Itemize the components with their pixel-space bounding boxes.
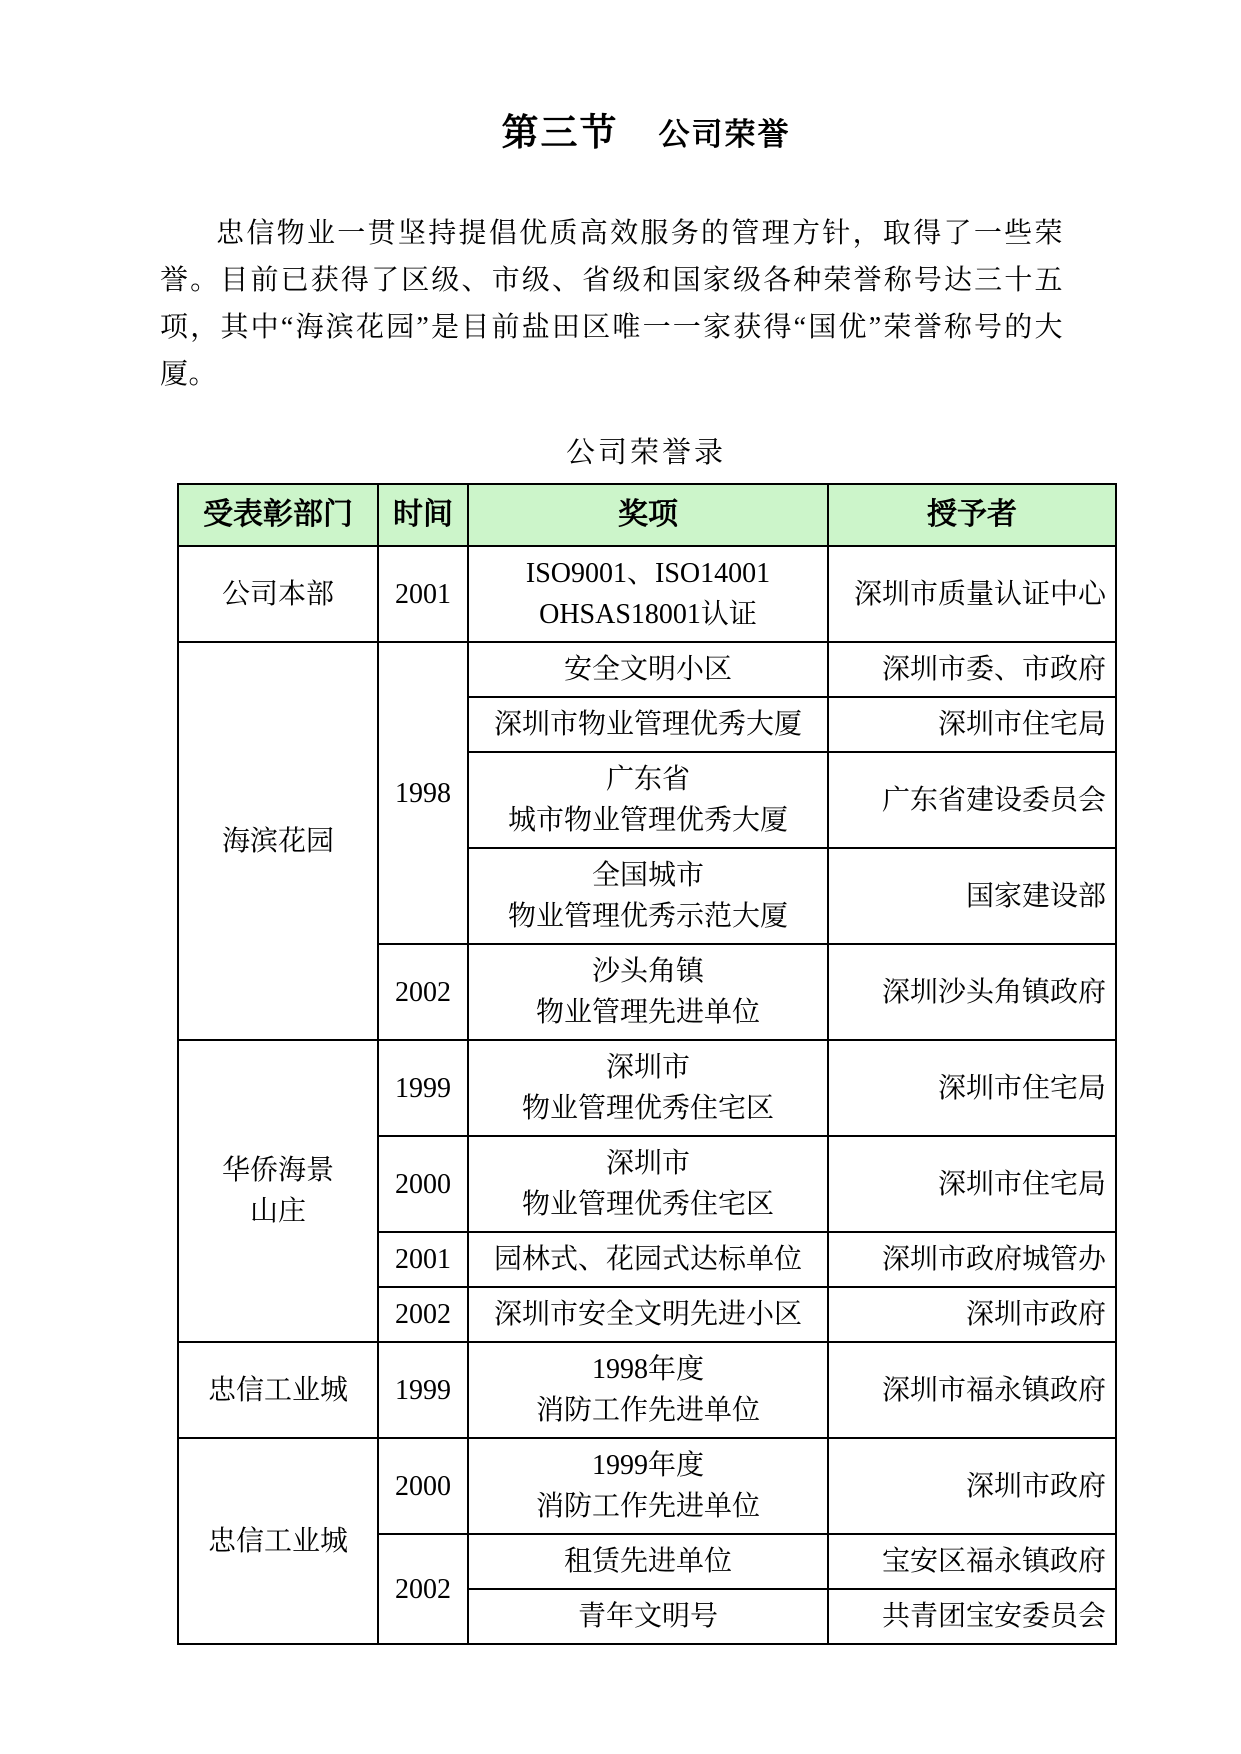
col-header-department: 受表彰部门 bbox=[178, 484, 378, 546]
grantor-cell: 深圳市政府城管办 bbox=[828, 1232, 1116, 1287]
award-line: 安全文明小区 bbox=[563, 654, 732, 685]
table-header-row bbox=[178, 484, 1116, 546]
time-cell: 2000 bbox=[378, 1438, 468, 1534]
table-row bbox=[178, 642, 1116, 697]
award-line: 园林式、花园式达标单位 bbox=[493, 1244, 802, 1275]
time-cell: 1998 bbox=[378, 642, 468, 944]
department-cell: 公司本部 bbox=[178, 546, 378, 642]
award-line: 1998年度 bbox=[591, 1354, 704, 1385]
grantor-cell: 深圳市质量认证中心 bbox=[828, 546, 1116, 642]
table-row bbox=[178, 1438, 1116, 1534]
award-line: 城市物业管理优秀大厦 bbox=[507, 805, 788, 836]
award-line: 深圳市安全文明先进小区 bbox=[493, 1299, 802, 1330]
award-cell bbox=[468, 1040, 828, 1136]
department-cell: 海滨花园 bbox=[178, 642, 378, 1040]
time-cell: 2001 bbox=[378, 1232, 468, 1287]
award-cell bbox=[468, 848, 828, 944]
time-cell: 1999 bbox=[378, 1040, 468, 1136]
time-cell: 2002 bbox=[378, 1287, 468, 1342]
award-line: 物业管理优秀住宅区 bbox=[521, 1093, 774, 1124]
department-line: 山庄 bbox=[249, 1196, 306, 1227]
time-cell: 2002 bbox=[378, 1534, 468, 1644]
award-line: 消防工作先进单位 bbox=[535, 1395, 760, 1426]
grantor-cell: 深圳市住宅局 bbox=[828, 697, 1116, 752]
award-cell bbox=[468, 1232, 828, 1287]
section-number: 第三节 bbox=[501, 112, 619, 153]
award-line: 全国城市 bbox=[591, 860, 704, 891]
time-cell: 2000 bbox=[378, 1136, 468, 1232]
grantor-cell: 宝安区福永镇政府 bbox=[828, 1534, 1116, 1589]
grantor-cell: 深圳市委、市政府 bbox=[828, 642, 1116, 697]
award-line: ISO9001、ISO14001 bbox=[525, 558, 771, 589]
grantor-cell: 深圳市住宅局 bbox=[828, 1136, 1116, 1232]
award-line: 物业管理优秀示范大厦 bbox=[507, 901, 788, 932]
award-cell bbox=[468, 697, 828, 752]
honors-table bbox=[177, 483, 1117, 1645]
time-cell: 2002 bbox=[378, 944, 468, 1040]
award-line: 物业管理优秀住宅区 bbox=[521, 1189, 774, 1220]
award-cell bbox=[468, 642, 828, 697]
grantor-cell: 深圳市福永镇政府 bbox=[828, 1342, 1116, 1438]
intro-paragraph: 忠信物业一贯坚持提倡优质高效服务的管理方针，取得了一些荣誉。目前已获得了区级、市级、省级和国家级各种荣誉称号达三十五项，其中“海滨花园”是目前盐田区唯一一家获得“国优”荣誉称号的大厦。 bbox=[160, 218, 1063, 390]
award-line: 青年文明号 bbox=[577, 1601, 718, 1632]
col-header-time: 时间 bbox=[378, 484, 468, 546]
award-cell bbox=[468, 546, 828, 642]
award-line: 消防工作先进单位 bbox=[535, 1491, 760, 1522]
award-line: 深圳市 bbox=[605, 1052, 690, 1083]
award-line: 深圳市物业管理优秀大厦 bbox=[493, 709, 802, 740]
award-line: 广东省 bbox=[605, 764, 690, 795]
department-line: 华侨海景 bbox=[221, 1155, 334, 1186]
grantor-cell: 深圳市政府 bbox=[828, 1438, 1116, 1534]
award-cell bbox=[468, 1534, 828, 1589]
award-line: 租赁先进单位 bbox=[563, 1546, 732, 1577]
award-cell bbox=[468, 1287, 828, 1342]
award-cell bbox=[468, 1342, 828, 1438]
grantor-cell: 国家建设部 bbox=[828, 848, 1116, 944]
grantor-cell: 深圳市政府 bbox=[828, 1287, 1116, 1342]
award-cell bbox=[468, 1438, 828, 1534]
section-title: 公司荣誉 bbox=[658, 117, 791, 152]
table-row bbox=[178, 1342, 1116, 1438]
time-cell: 1999 bbox=[378, 1342, 468, 1438]
grantor-cell: 广东省建设委员会 bbox=[828, 752, 1116, 848]
award-cell bbox=[468, 944, 828, 1040]
award-cell bbox=[468, 1589, 828, 1644]
col-header-grantor: 授予者 bbox=[828, 484, 1116, 546]
grantor-cell: 共青团宝安委员会 bbox=[828, 1589, 1116, 1644]
award-line: 物业管理先进单位 bbox=[535, 997, 760, 1028]
table-row bbox=[178, 546, 1116, 642]
grantor-cell: 深圳沙头角镇政府 bbox=[828, 944, 1116, 1040]
award-line: 1999年度 bbox=[591, 1450, 704, 1481]
time-cell: 2001 bbox=[378, 546, 468, 642]
department-cell: 忠信工业城 bbox=[178, 1342, 378, 1438]
col-header-award: 奖项 bbox=[468, 484, 828, 546]
award-line: OHSAS18001认证 bbox=[539, 599, 757, 630]
award-line: 沙头角镇 bbox=[591, 956, 704, 987]
award-cell bbox=[468, 752, 828, 848]
section-heading bbox=[177, 102, 1115, 156]
department-cell: 忠信工业城 bbox=[178, 1438, 378, 1644]
table-row bbox=[178, 1040, 1116, 1136]
grantor-cell: 深圳市住宅局 bbox=[828, 1040, 1116, 1136]
award-cell bbox=[468, 1136, 828, 1232]
award-line: 深圳市 bbox=[605, 1148, 690, 1179]
department-cell bbox=[178, 1040, 378, 1342]
table-caption: 公司荣誉录 bbox=[565, 435, 726, 469]
